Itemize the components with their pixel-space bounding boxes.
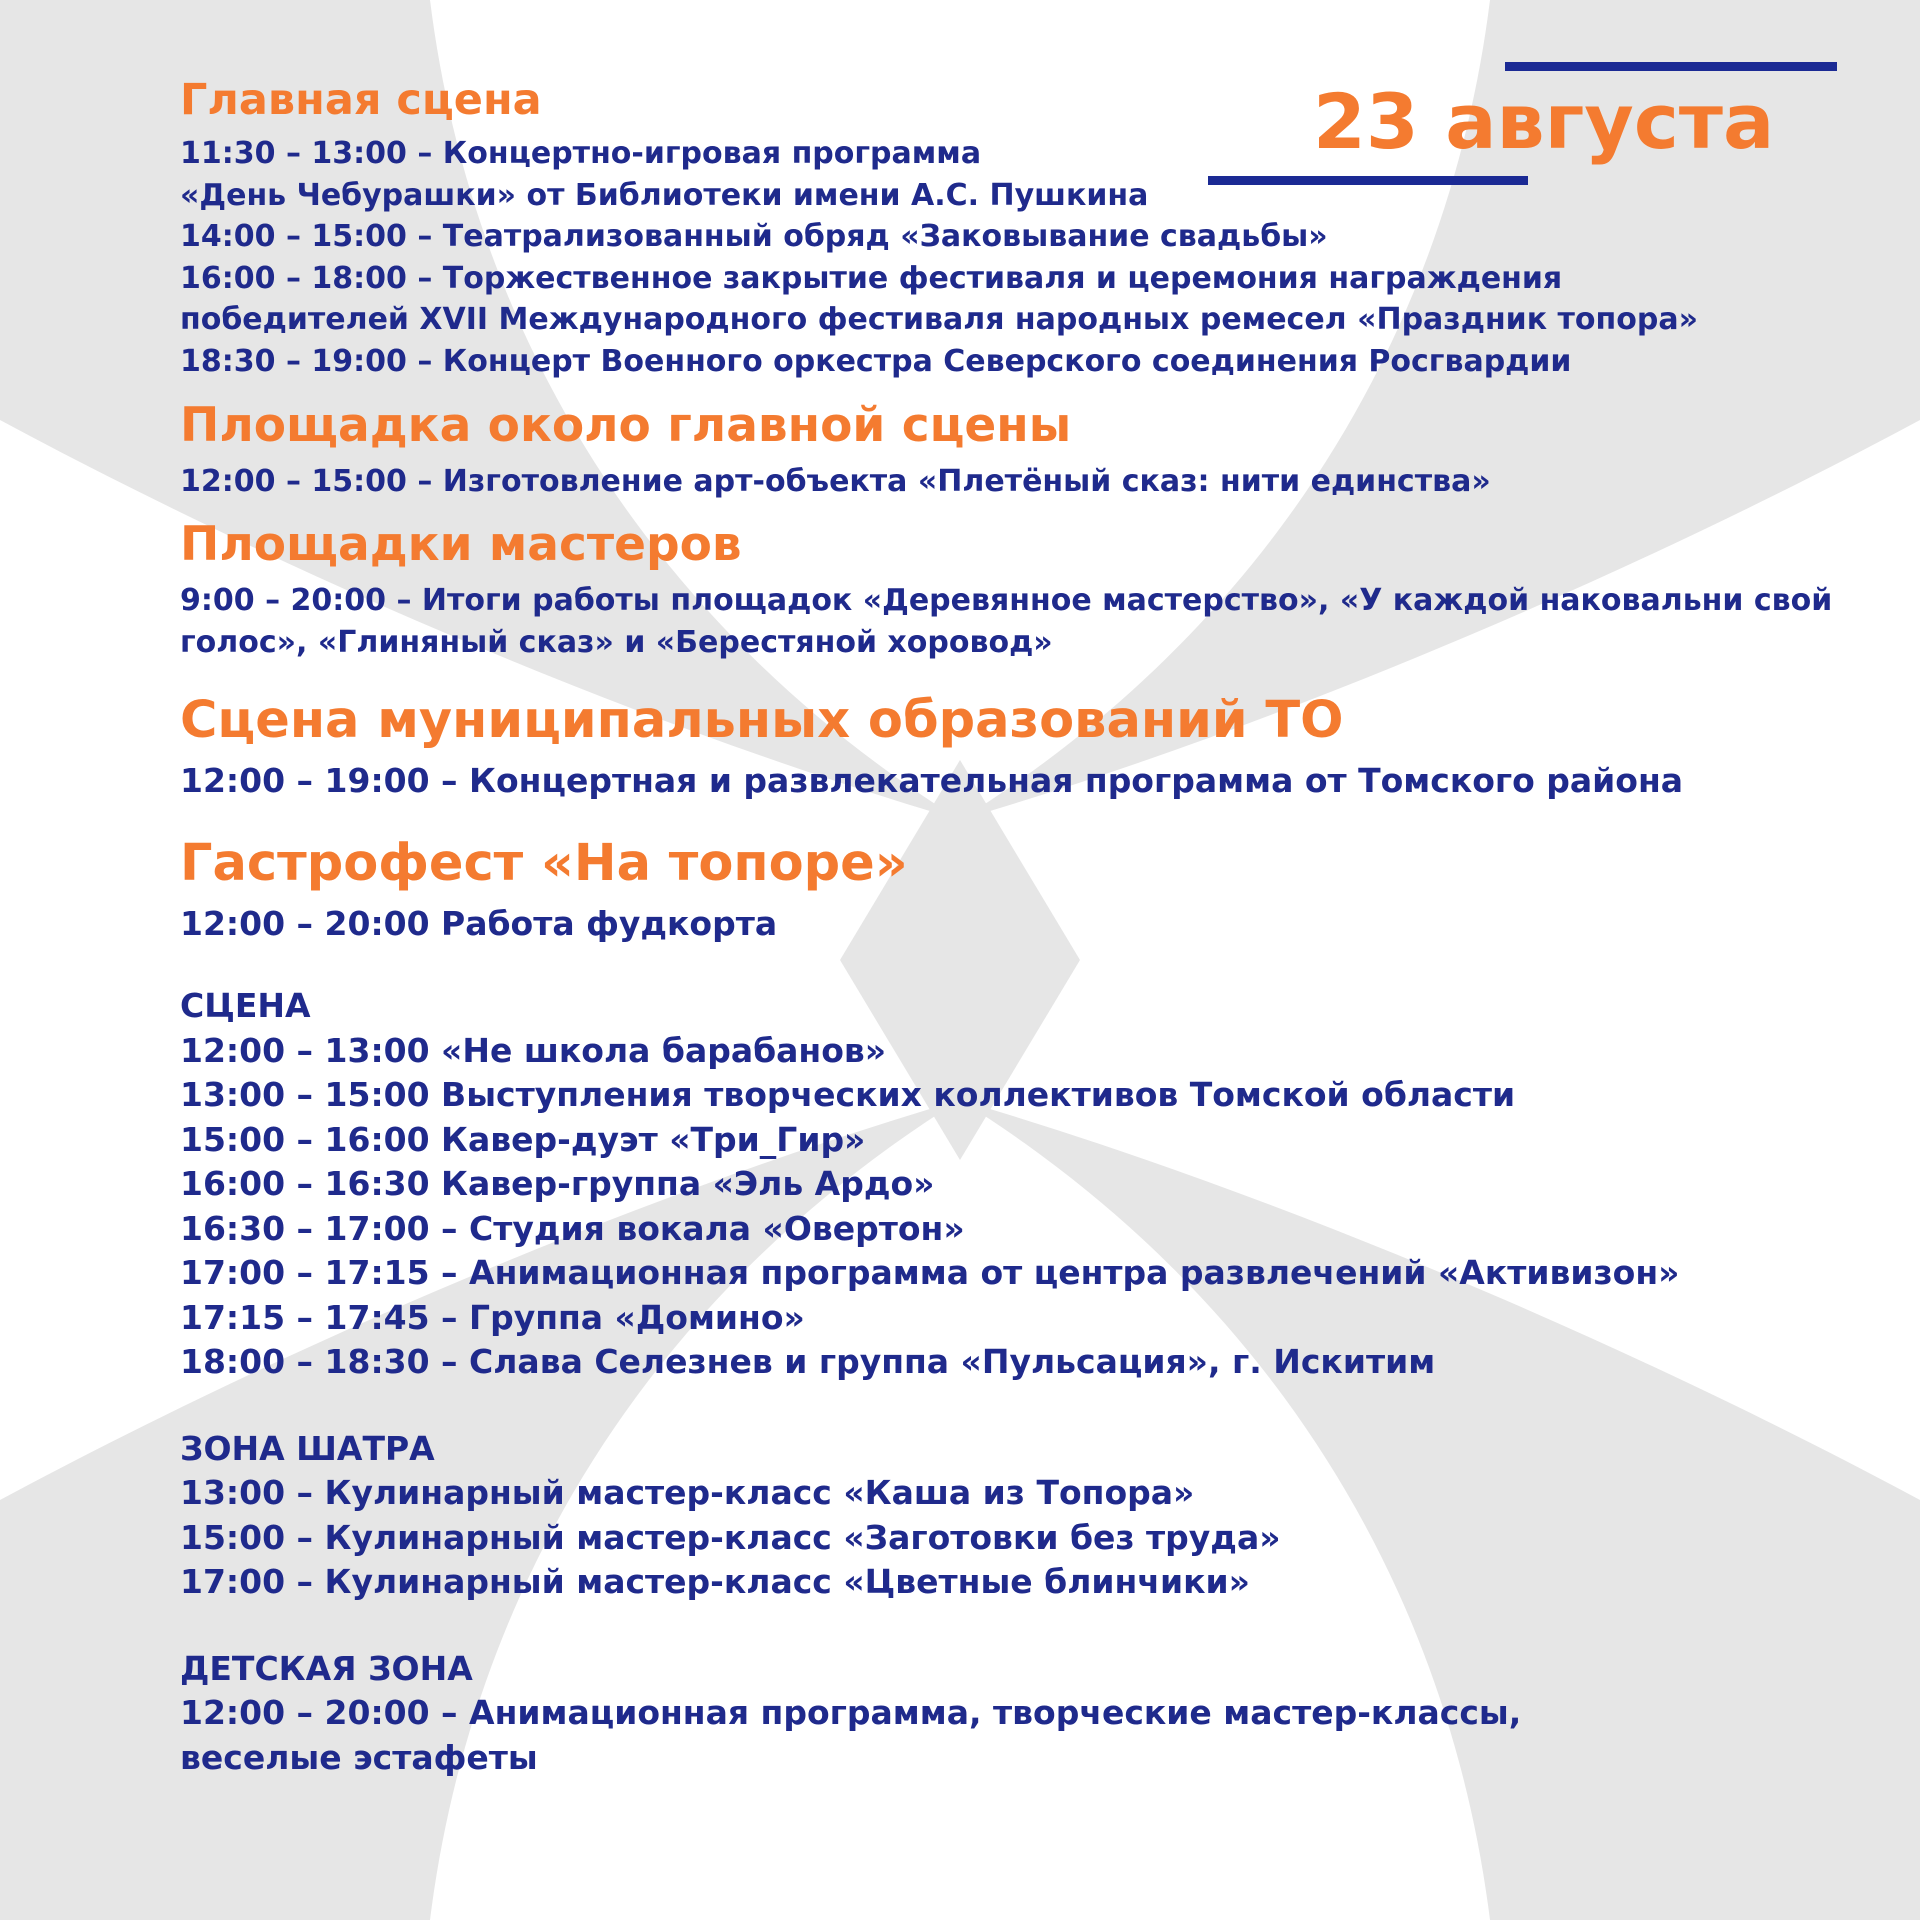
section-title: Площадки мастеров	[180, 517, 742, 573]
section-masters	[180, 510, 1833, 663]
event-line: победителей XVII Международного фестиваля народных ремесел «Праздник топора»	[180, 302, 1698, 338]
event-list	[180, 1691, 1820, 1780]
section-title: Сцена муниципальных образований ТО	[180, 691, 1344, 751]
subsection-stage	[180, 984, 1820, 1385]
event-line: 9:00 – 20:00 – Итоги работы площадок «Деревянное мастерство», «У каждой наковальни свой	[180, 583, 1833, 619]
event-line: 16:00 – 16:30 Кавер-группа «Эль Ардо»	[180, 1164, 935, 1204]
event-line: 14:00 – 15:00 – Театрализованный обряд «Заковывание свадьбы»	[180, 219, 1328, 255]
section-title: Главная сцена	[180, 75, 542, 125]
event-list	[180, 759, 1820, 804]
event-list	[180, 580, 1833, 663]
section-municipal-stage	[180, 683, 1820, 804]
event-line: 17:15 – 17:45 – Группа «Домино»	[180, 1297, 805, 1337]
subsection-title: ДЕТСКАЯ ЗОНА	[180, 1648, 473, 1688]
event-list	[180, 461, 1820, 503]
event-line: 17:00 – 17:15 – Анимационная программа от центра развлечений «Активизон»	[180, 1253, 1680, 1293]
subsection-kids-zone	[180, 1647, 1820, 1781]
event-list	[180, 1029, 1820, 1385]
section-title: Гастрофест «На топоре»	[180, 833, 908, 893]
section-near-main-stage	[180, 391, 1820, 503]
event-line: голос», «Глиняный сказ» и «Берестяной хоровод»	[180, 624, 1053, 660]
event-line: 17:00 – Кулинарный мастер-класс «Цветные блинчики»	[180, 1562, 1250, 1602]
section-gastrofest	[180, 826, 1820, 1781]
event-line: 13:00 – 15:00 Выступления творческих коллективов Томской области	[180, 1075, 1516, 1115]
event-line: 12:00 – 20:00 – Анимационная программа, творческие мастер-классы,	[180, 1693, 1522, 1733]
event-line: 16:00 – 18:00 – Торжественное закрытие фестиваля и церемония награждения	[180, 260, 1563, 296]
subsection-tent-zone	[180, 1427, 1820, 1605]
subsection-title: ЗОНА ШАТРА	[180, 1428, 435, 1468]
event-line: «День Чебурашки» от Библиотеки имени А.С. Пушкина	[180, 177, 1149, 213]
event-line: 13:00 – Кулинарный мастер-класс «Каша из Топора»	[180, 1473, 1195, 1513]
event-line: 11:30 – 13:00 – Концертно-игровая программа	[180, 136, 982, 171]
header-rule-top	[1505, 62, 1837, 71]
event-line: 12:00 – 19:00 – Концертная и развлекательная программа от Томского района	[180, 761, 1684, 801]
event-line: 12:00 – 13:00 «Не школа барабанов»	[180, 1030, 887, 1070]
event-line: 12:00 – 15:00 – Изготовление арт-объекта «Плетёный сказ: нити единства»	[180, 463, 1491, 499]
event-line: 15:00 – 16:00 Кавер-дуэт «Три_Гир»	[180, 1119, 866, 1159]
date-heading: 23 августа	[1313, 77, 1775, 166]
event-list	[180, 1471, 1820, 1605]
event-line: веселые эстафеты	[180, 1737, 538, 1777]
event-list	[180, 133, 1820, 383]
event-line: 18:30 – 19:00 – Концерт Военного оркестра Северского соединения Росгвардии	[180, 343, 1572, 379]
event-line: 18:00 – 18:30 – Слава Селезнев и группа «Пульсация», г. Искитим	[180, 1342, 1436, 1382]
event-line: 15:00 – Кулинарный мастер-класс «Заготовки без труда»	[180, 1517, 1281, 1557]
subsection-title: СЦЕНА	[180, 986, 311, 1026]
schedule	[180, 72, 1833, 1780]
event-line: 12:00 – 20:00 Работа фудкорта	[180, 903, 778, 943]
event-line: 16:30 – 17:00 – Студия вокала «Овертон»	[180, 1208, 965, 1248]
event-list	[180, 902, 1820, 947]
section-title: Площадка около главной сцены	[180, 397, 1072, 453]
section-main-stage	[180, 72, 1820, 383]
